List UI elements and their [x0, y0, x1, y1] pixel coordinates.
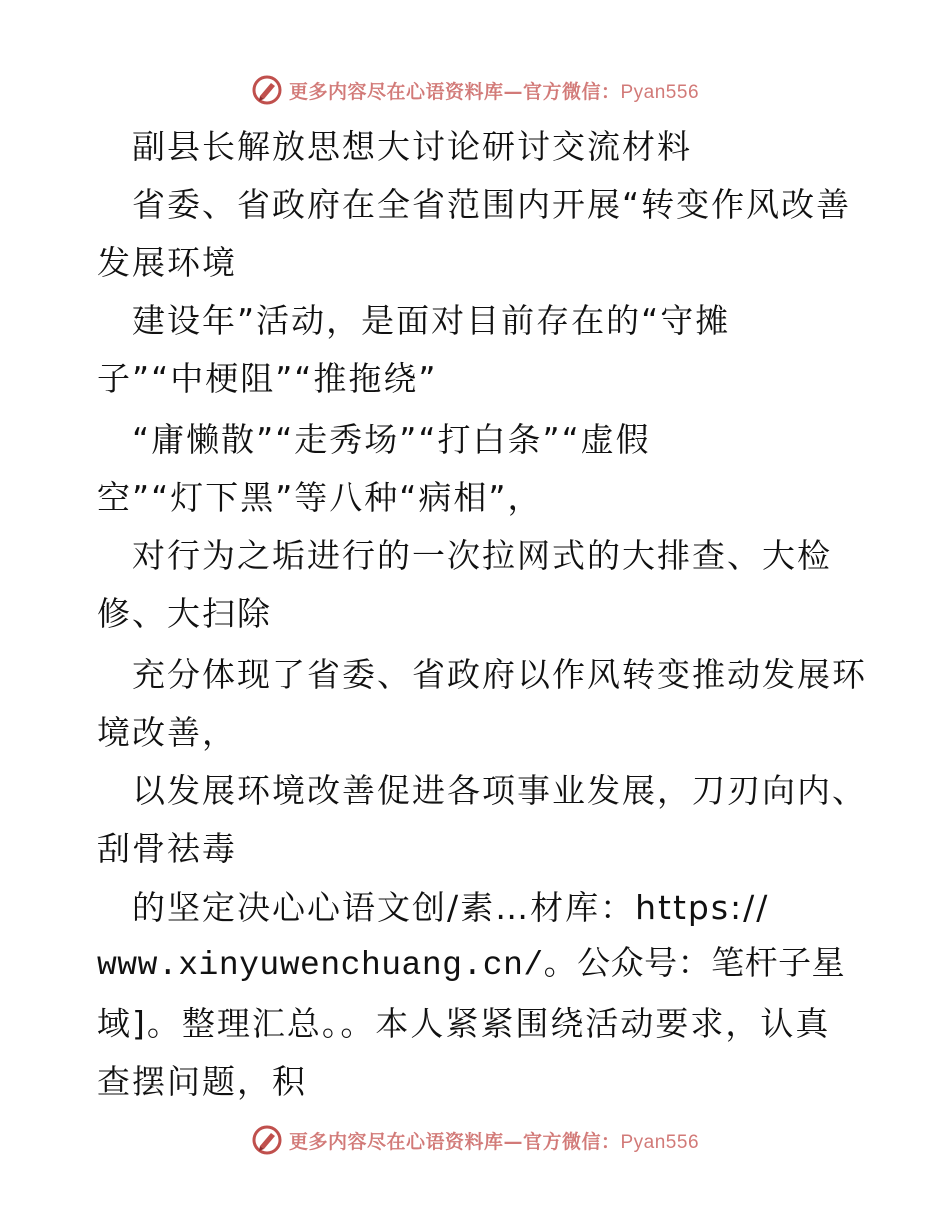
paragraph-line: 以发展环境改善促进各项事业发展，刀刃向内、: [97, 771, 867, 810]
document-title: 副县长解放思想大讨论研讨交流材料: [97, 127, 692, 166]
paragraph-line: “庸懒散”“走秀场”“打白条”“虚假: [97, 420, 651, 459]
footer-banner-text: [289, 1127, 699, 1154]
footer-banner: [0, 1120, 950, 1160]
paragraph-line: 空”“灯下黑”等八种“病相”，: [97, 478, 543, 517]
paragraph-line: 子”“中梗阻”“推拖绕”: [97, 359, 438, 398]
paragraph-line: 省委、省政府在全省范围内开展“转变作风改善: [97, 185, 852, 224]
header-wechat-id: Pyan556: [620, 81, 700, 103]
paragraph-line: 建设年”活动，是面对目前存在的“守摊: [97, 301, 731, 340]
paragraph-line: 域]。整理汇总。。本人紧紧围绕活动要求，认真: [97, 1004, 831, 1043]
paragraph-line: 发展环境: [97, 243, 237, 282]
paragraph-line: 的坚定决心心语文创/素…材库：https://: [97, 888, 770, 927]
footer-wechat-id: Pyan556: [620, 1131, 700, 1153]
paragraph-line: www.xinyuwenchuang.cn/。公众号：笔杆子星: [97, 947, 846, 984]
header-banner-label: 更多内容尽在心语资料库—官方微信：: [288, 80, 621, 103]
paragraph-line: 对行为之垢进行的一次拉网式的大排查、大检: [97, 536, 832, 575]
paragraph-line: 境改善，: [97, 713, 237, 752]
footer-banner-label: 更多内容尽在心语资料库—官方微信：: [288, 1130, 621, 1153]
paragraph-line: 修、大扫除: [97, 594, 272, 633]
paragraph-line: 查摆问题，积: [97, 1062, 307, 1101]
paragraph-line: 刮骨祛毒: [97, 829, 237, 868]
pen-logo-icon: [251, 1124, 283, 1156]
paragraph-line: 充分体现了省委、省政府以作风转变推动发展环: [97, 655, 867, 694]
